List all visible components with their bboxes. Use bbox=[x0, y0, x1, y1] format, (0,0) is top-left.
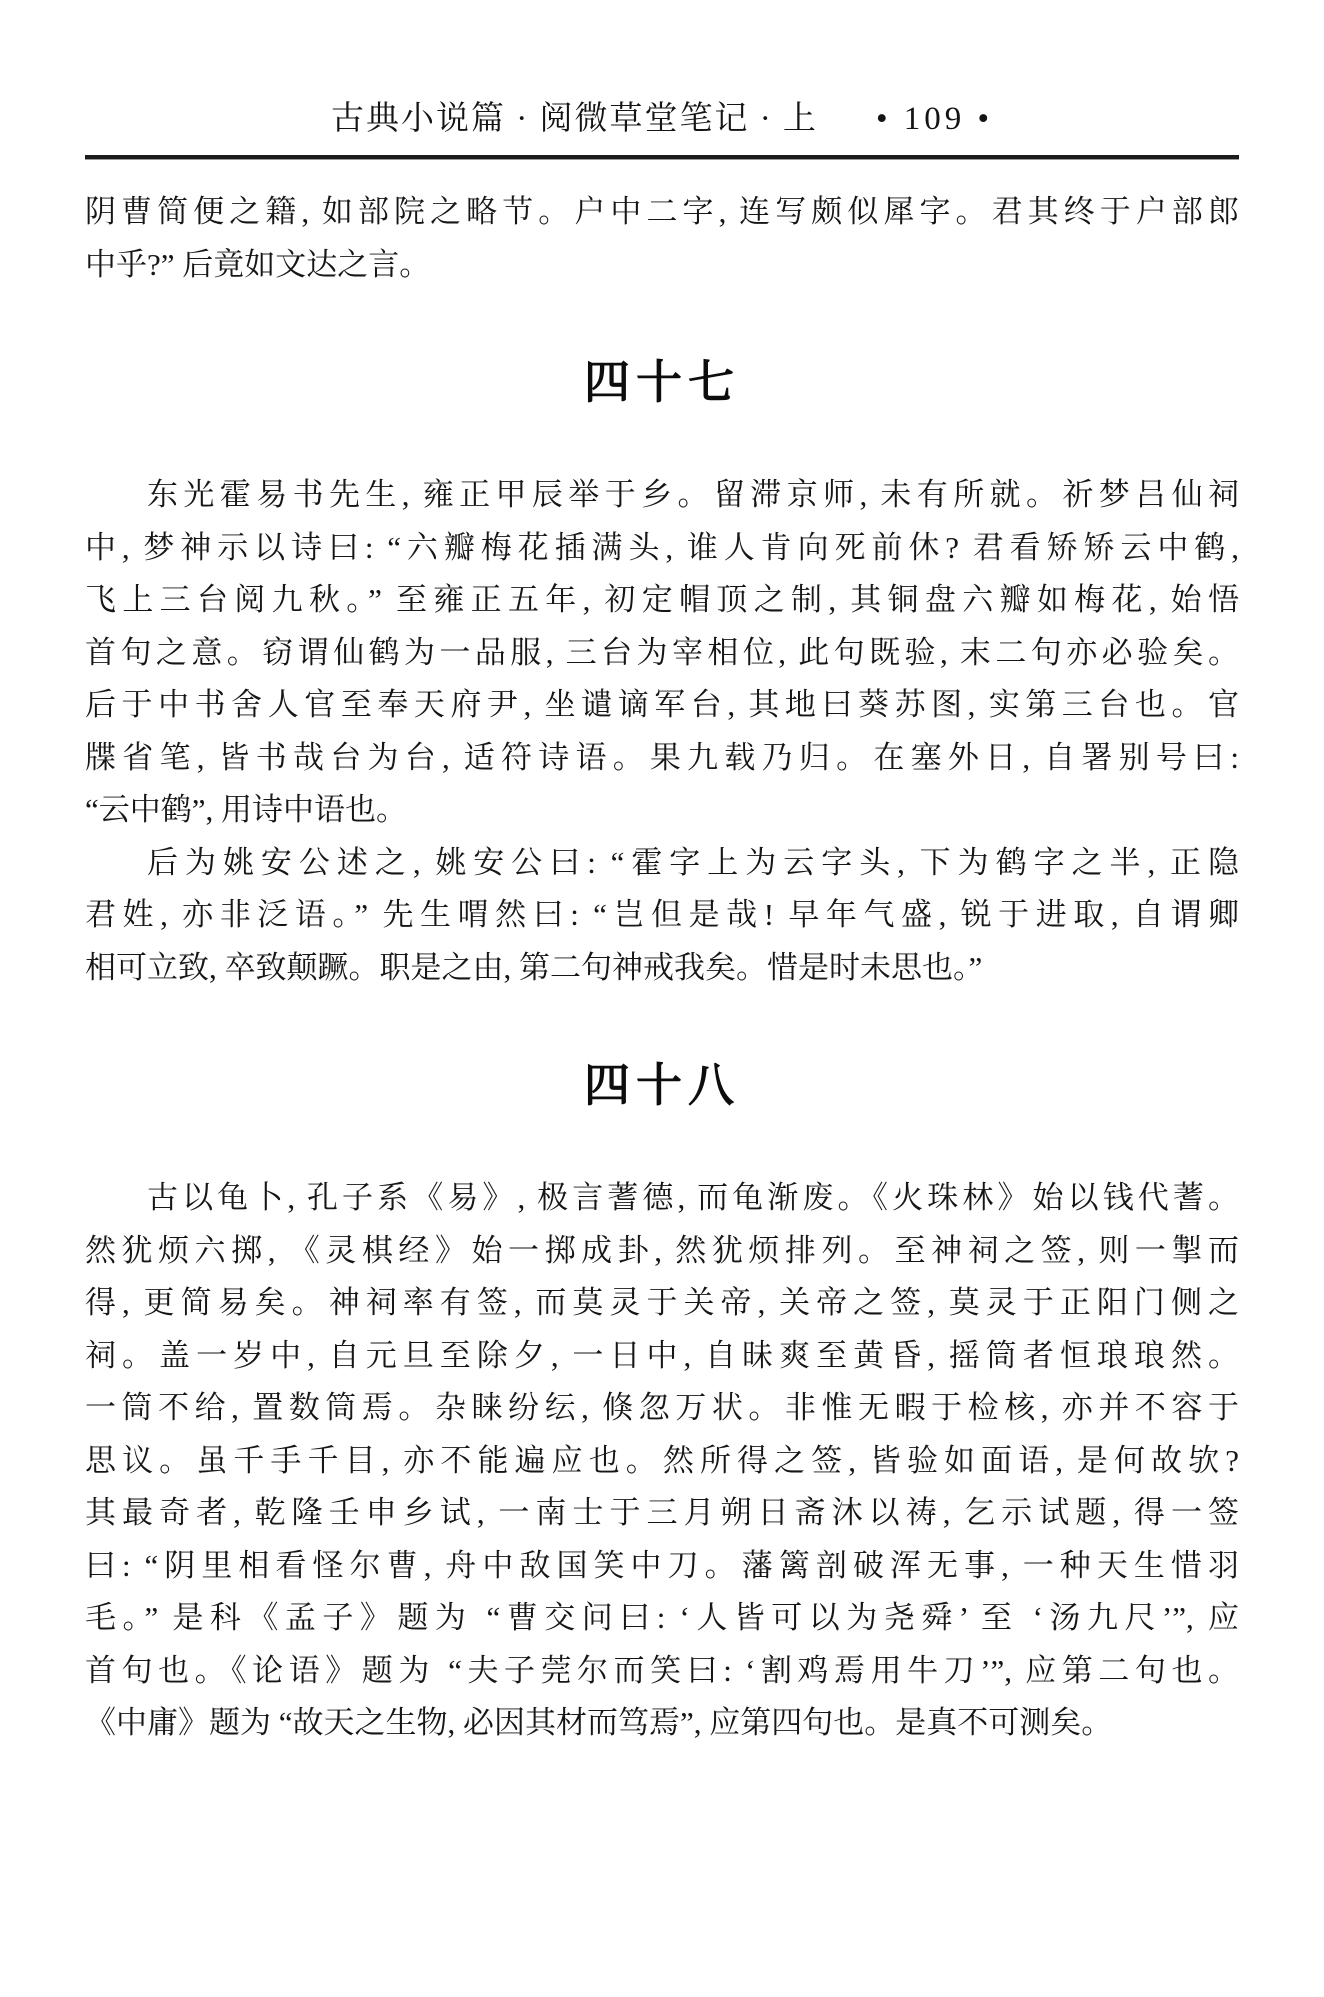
text-line: 曰: “阴里相看怪尔曹, 舟中敌国笑中刀。藩篱剖破浑无事, 一种天生惜羽 bbox=[85, 1547, 1239, 1583]
paragraph bbox=[85, 469, 1239, 837]
text-line: 古以龟卜, 孔子系《易》, 极言蓍德, 而龟渐废。《火珠林》始以钱代蓍。 bbox=[147, 1180, 1239, 1215]
text-line: 得, 更简易矣。神祠率有签, 而莫灵于关帝, 关帝之签, 莫灵于正阳门侧之 bbox=[85, 1285, 1239, 1320]
text-line: 中乎?” 后竟如文达之言。 bbox=[85, 246, 431, 282]
text-line: 中, 梦神示以诗曰: “六瓣梅花插满头, 谁人肯向死前休? 君看矫矫云中鹤, bbox=[85, 529, 1239, 565]
text-line: 相可立致, 卒致颠蹶。职是之由, 第二句神戒我矣。惜是时未思也。” bbox=[85, 949, 983, 985]
header-rule bbox=[85, 155, 1239, 160]
text-line: 思议。虽千手千目, 亦不能遍应也。然所得之签, 皆验如面语, 是何故欤? bbox=[85, 1442, 1239, 1478]
paragraph bbox=[85, 1172, 1239, 1750]
text-line: 然犹烦六掷, 《灵棋经》始一掷成卦, 然犹烦排列。至神祠之签, 则一掣而 bbox=[85, 1232, 1239, 1268]
text-line: 祠。盖一岁中, 自元旦至除夕, 一日中, 自昧爽至黄昏, 摇筒者恒琅琅然。 bbox=[85, 1337, 1239, 1373]
section-heading: 四十八 bbox=[584, 1060, 740, 1111]
text-line: 首句之意。窃谓仙鹤为一品服, 三台为宰相位, 此句既验, 末二句亦必验矣。 bbox=[85, 634, 1239, 670]
text-line: “云中鹤”, 用诗中语也。 bbox=[85, 792, 408, 827]
text-line: 后为姚安公述之, 姚安公曰: “霍字上为云字头, 下为鹤字之半, 正隐 bbox=[147, 844, 1239, 880]
text-line: 飞上三台阅九秋。” 至雍正五年, 初定帽顶之制, 其铜盘六瓣如梅花, 始悟 bbox=[85, 582, 1239, 617]
running-head bbox=[85, 92, 1239, 139]
text-line: 牒省笔, 皆书哉台为台, 适符诗语。果九载乃归。在塞外日, 自署别号曰: bbox=[85, 739, 1239, 775]
text-line: 首句也。《论语》题为 “夫子莞尔而笑曰: ‘割鸡焉用牛刀’”, 应第二句也。 bbox=[85, 1652, 1239, 1688]
text-line: 阴曹简便之籍, 如部院之略节。户中二字, 连写颇似犀字。君其终于户部郎 bbox=[85, 194, 1239, 229]
text-line: 一筒不给, 置数筒焉。杂睐纷纭, 倏忽万状。非惟无暇于检核, 亦并不容于 bbox=[85, 1390, 1239, 1425]
paragraph bbox=[85, 837, 1239, 995]
text-line: 东光霍易书先生, 雍正甲辰举于乡。留滞京师, 未有所就。祈梦吕仙祠 bbox=[147, 477, 1239, 512]
paragraph bbox=[85, 186, 1239, 291]
page-number: • 109 • bbox=[875, 101, 994, 137]
text-line: 毛。” 是科《孟子》题为 “曹交问曰: ‘人皆可以为尧舜’ 至 ‘汤九尺’”, 应 bbox=[85, 1600, 1239, 1635]
text-line: 其最奇者, 乾隆壬申乡试, 一南士于三月朔日斋沐以祷, 乞示试题, 得一签 bbox=[85, 1495, 1239, 1530]
text-line: 后于中书舍人官至奉天府尹, 坐谴谪军台, 其地曰葵苏图, 实第三台也。官 bbox=[85, 687, 1239, 722]
text-line: 君姓, 亦非泛语。” 先生喟然曰: “岂但是哉! 早年气盛, 锐于进取, 自谓卿 bbox=[85, 897, 1239, 932]
running-head-title: 古典小说篇 · 阅微草堂笔记 · 上 bbox=[330, 101, 818, 137]
page-body bbox=[85, 186, 1239, 1750]
section-heading: 四十七 bbox=[584, 357, 740, 408]
text-line: 《中庸》题为 “故天之生物, 必因其材而笃焉”, 应第四句也。是真不可测矣。 bbox=[85, 1705, 1113, 1740]
